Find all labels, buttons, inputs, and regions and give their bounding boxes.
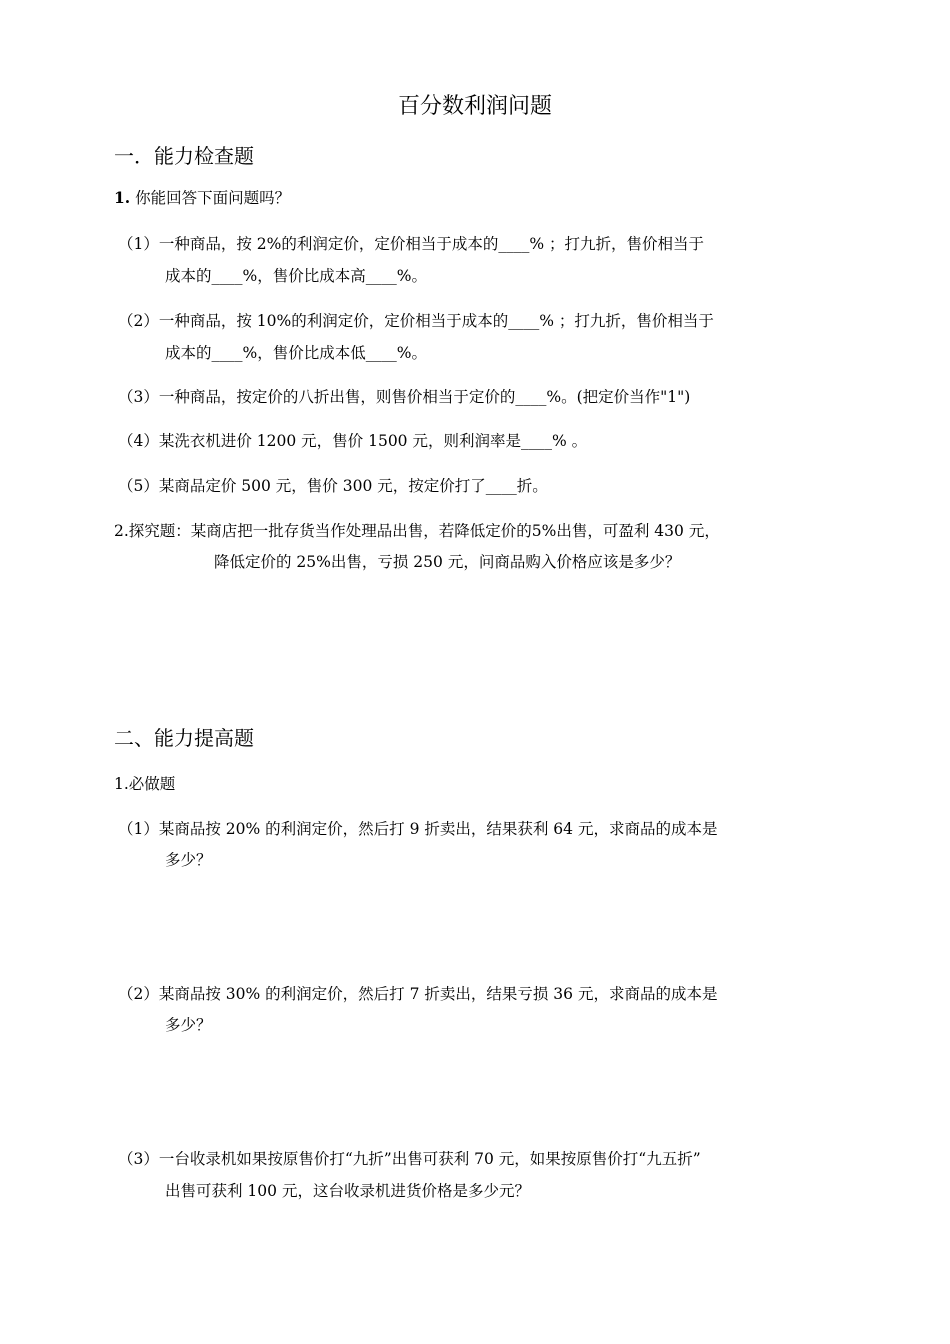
section-2-subheading: 1.必做题	[114, 775, 176, 793]
question-1-label: 1.	[114, 188, 131, 207]
q1-item-5: （5）某商品定价 500 元，售价 300 元，按定价打了____折。	[118, 477, 548, 495]
q1-item-4: （4）某洗衣机进价 1200 元，售价 1500 元，则利润率是____% 。	[118, 432, 588, 450]
section-1-heading: 一．能力检查题	[114, 144, 254, 168]
s2-item-2-line1: （2）某商品按 30% 的利润定价，然后打 7 折卖出，结果亏损 36 元，求商品的成本是	[118, 985, 718, 1003]
s2-item-1-line1: （1）某商品按 20% 的利润定价，然后打 9 折卖出，结果获利 64 元，求商品的成本是	[118, 820, 718, 838]
s2-item-3-line2: 出售可获利 100 元，这台收录机进货价格是多少元？	[165, 1182, 530, 1200]
q1-item-1-line2: 成本的____%，售价比成本高____%。	[165, 267, 427, 285]
q1-item-3: （3）一种商品，按定价的八折出售，则售价相当于定价的____%。(把定价当作"1")	[118, 388, 691, 406]
question-1-text: 你能回答下面问题吗？	[135, 189, 291, 207]
question-2-line2: 降低定价的 25%出售，亏损 250 元，问商品购入价格应该是多少？	[214, 553, 681, 571]
s2-item-2-line2: 多少？	[165, 1016, 212, 1034]
page-title: 百分数利润问题	[397, 94, 552, 119]
q1-item-2-line1: （2）一种商品，按 10%的利润定价，定价相当于成本的____% ；打九折，售价相当于	[118, 312, 714, 330]
question-1	[114, 187, 290, 209]
q1-item-1-line1: （1）一种商品，按 2%的利润定价，定价相当于成本的____% ；打九折，售价相当于	[118, 235, 705, 253]
section-2-heading: 二、能力提高题	[114, 726, 254, 750]
s2-item-1-line2: 多少？	[165, 851, 212, 869]
q1-item-2-line2: 成本的____%，售价比成本低____%。	[165, 344, 427, 362]
question-2-line1: 2.探究题：某商店把一批存货当作处理品出售，若降低定价的5%出售，可盈利 430 元，	[114, 522, 720, 540]
s2-item-3-line1: （3）一台收录机如果按原售价打“九折”出售可获利 70 元，如果按原售价打“九五折”	[118, 1150, 701, 1168]
